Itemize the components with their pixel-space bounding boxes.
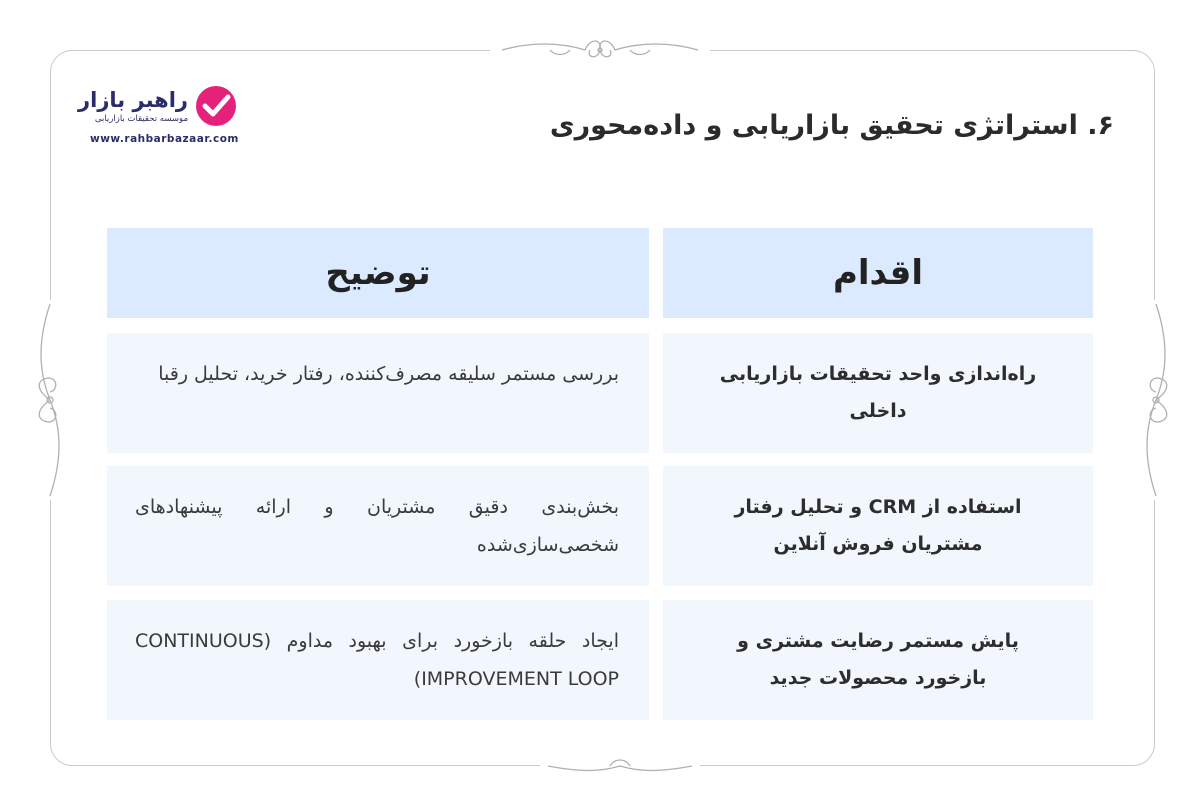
description-text: بخش‌بندی دقیق مشتریان و ارائه پیشنهادهای شخصی‌سازی‌شده (135, 496, 619, 556)
action-text: استفاده از CRM و تحلیل رفتار مشتریان فروش آنلاین (734, 496, 1022, 555)
top-flourish-ornament (490, 30, 710, 70)
checkmark-circle-icon (194, 84, 238, 128)
table-row-description (107, 466, 649, 586)
action-text: راه‌اندازی واحد تحقیقات بازاریابی داخلی (719, 363, 1037, 422)
logo-subtitle: موسسه تحقیقات بازاریابی (94, 114, 188, 124)
logo-url: www.rahbarbazaar.com (90, 133, 239, 145)
table-row-action (663, 466, 1093, 586)
page-title: ۶. استراتژی تحقیق بازاریابی و داده‌محوری (549, 110, 1114, 141)
header-action-label: اقدام (832, 253, 924, 293)
brand-logo (78, 84, 239, 148)
table-row-action (663, 333, 1093, 453)
right-flourish-ornament (1134, 300, 1178, 500)
table-row-action (663, 600, 1093, 720)
bottom-flourish-ornament (540, 752, 700, 782)
left-flourish-ornament (28, 300, 72, 500)
table-row-description (107, 600, 649, 720)
header-description (107, 228, 649, 318)
header-description-label: توضیح (325, 253, 431, 293)
header-action (663, 228, 1093, 318)
table-row-description (107, 333, 649, 453)
description-text: بررسی مستمر سلیقه مصرف‌کننده، رفتار خرید، تحلیل رقبا (158, 363, 619, 385)
action-text: پایش مستمر رضایت مشتری و بازخورد محصولات جدید (737, 630, 1019, 689)
logo-name: راهبر بازار (78, 88, 188, 112)
description-text: ایجاد حلقه بازخورد برای بهبود مداوم (CONTINUOUS IMPROVEMENT LOOP) (135, 630, 619, 690)
